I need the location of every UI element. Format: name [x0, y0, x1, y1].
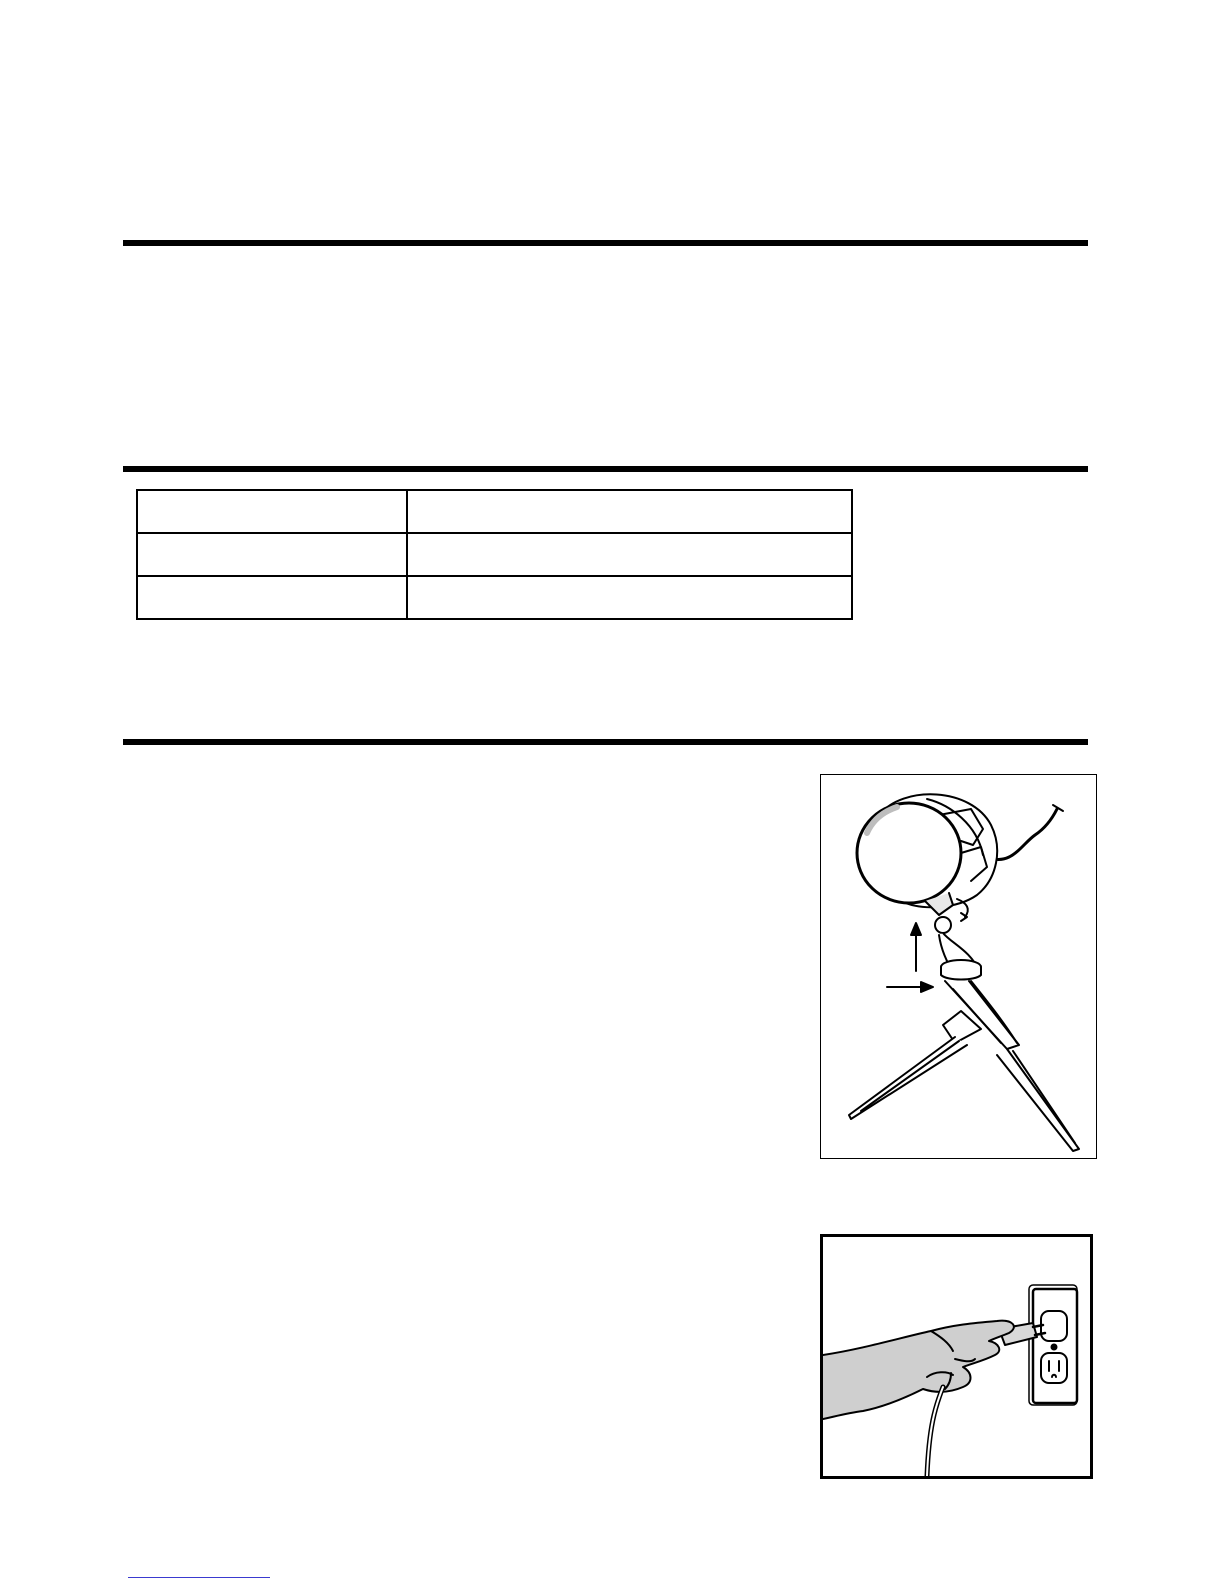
table-cell	[407, 533, 852, 576]
plug-into-outlet-icon	[823, 1237, 1090, 1476]
footer-link-underline	[128, 1577, 270, 1578]
section-divider	[123, 739, 1088, 745]
table-row	[137, 490, 852, 533]
table-row	[137, 533, 852, 576]
table-row	[137, 576, 852, 619]
table-cell	[137, 576, 407, 619]
plug-into-outlet-figure	[820, 1234, 1093, 1479]
section-divider	[123, 466, 1088, 472]
section-divider	[123, 240, 1088, 246]
light-on-stake-icon	[821, 775, 1095, 1157]
table-cell	[137, 533, 407, 576]
table-cell	[407, 576, 852, 619]
light-on-stake-figure	[820, 774, 1097, 1159]
spec-table	[136, 489, 853, 620]
table-cell	[407, 490, 852, 533]
table-cell	[137, 490, 407, 533]
